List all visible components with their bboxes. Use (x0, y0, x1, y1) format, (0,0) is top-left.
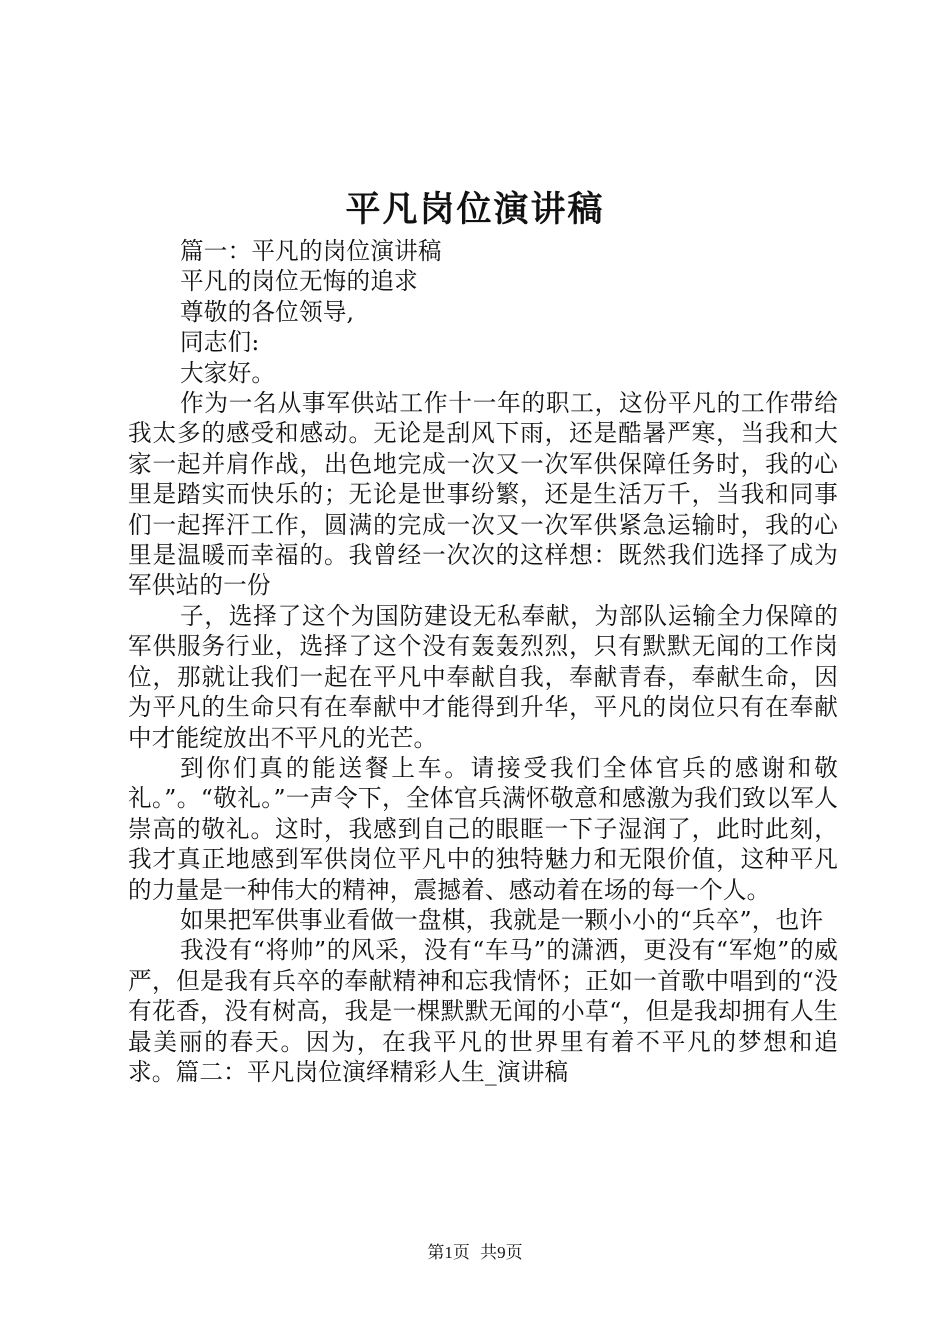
paragraph: 大家好。 (180, 358, 276, 387)
paragraph: 平凡的岗位无悔的追求 (180, 267, 418, 296)
page-number: 第1页 (427, 1243, 470, 1262)
paragraph: 同志们: (180, 328, 260, 357)
document-title: 平凡岗位演讲稿 (345, 189, 605, 230)
paragraph: 作为一名从事军供站工作十一年的职工，这份平凡的工作带给我太多的感受和感动。无论是刮风下雨，还是酷暑严寒，当我和大家一起并肩作战，出色地完成一次又一次军供保障任务时，我的心里是踏实而快乐的；无论是世事纷繁，还是生活万千，当我和同事们一起挥汗工作，圆满的完成一次又一次军供紧急运输时，我的心里是温暖而幸福的。我曾经一次次的这样想：既然我们选择了成为军供站的一份 (128, 389, 838, 600)
paragraph: 如果把军供事业看做一盘棋，我就是一颗小小的“兵卒”，也许 (180, 905, 824, 934)
paragraph: 尊敬的各位领导, (180, 297, 355, 326)
paragraph: 篇一：平凡的岗位演讲稿 (180, 237, 442, 265)
paragraph: 子，选择了这个为国防建设无私奉献，为部队运输全力保障的军供服务行业，选择了这个没有轰轰烈烈，只有默默无闻的工作岗位，那就让我们一起在平凡中奉献自我，奉献青春，奉献生命，因为平凡的生命只有在奉献中才能得到升华，平凡的岗位只有在奉献中才能绽放出不平凡的光芒。 (128, 601, 838, 752)
paragraph: 到你们真的能送餐上车。请接受我们全体官兵的感谢和敬礼。”。“敬礼。”一声令下，全体官兵满怀敬意和感激为我们致以军人崇高的敬礼。这时，我感到自己的眼眶一下子湿润了，此时此刻，我才真正地感到军供岗位平凡中的独特魅力和无限价值，这种平凡的力量是一种伟大的精神，震撼着、感动着在场的每一个人。 (128, 753, 838, 904)
paragraph: 我没有“将帅”的风采，没有“车马”的潇洒，更没有“军炮”的威严，但是我有兵卒的奉献精神和忘我情怀；正如一首歌中唱到的“没有花香，没有树高，我是一棵默默无闻的小草“，但是我却拥有人生最美丽的春天。因为，在我平凡的世界里有着不平凡的梦想和追求。篇二：平凡岗位演绎精彩人生_演讲稿 (128, 936, 838, 1086)
page-total: 共9页 (480, 1243, 523, 1262)
page-footer (0, 1238, 950, 1263)
document-body (128, 236, 838, 1087)
